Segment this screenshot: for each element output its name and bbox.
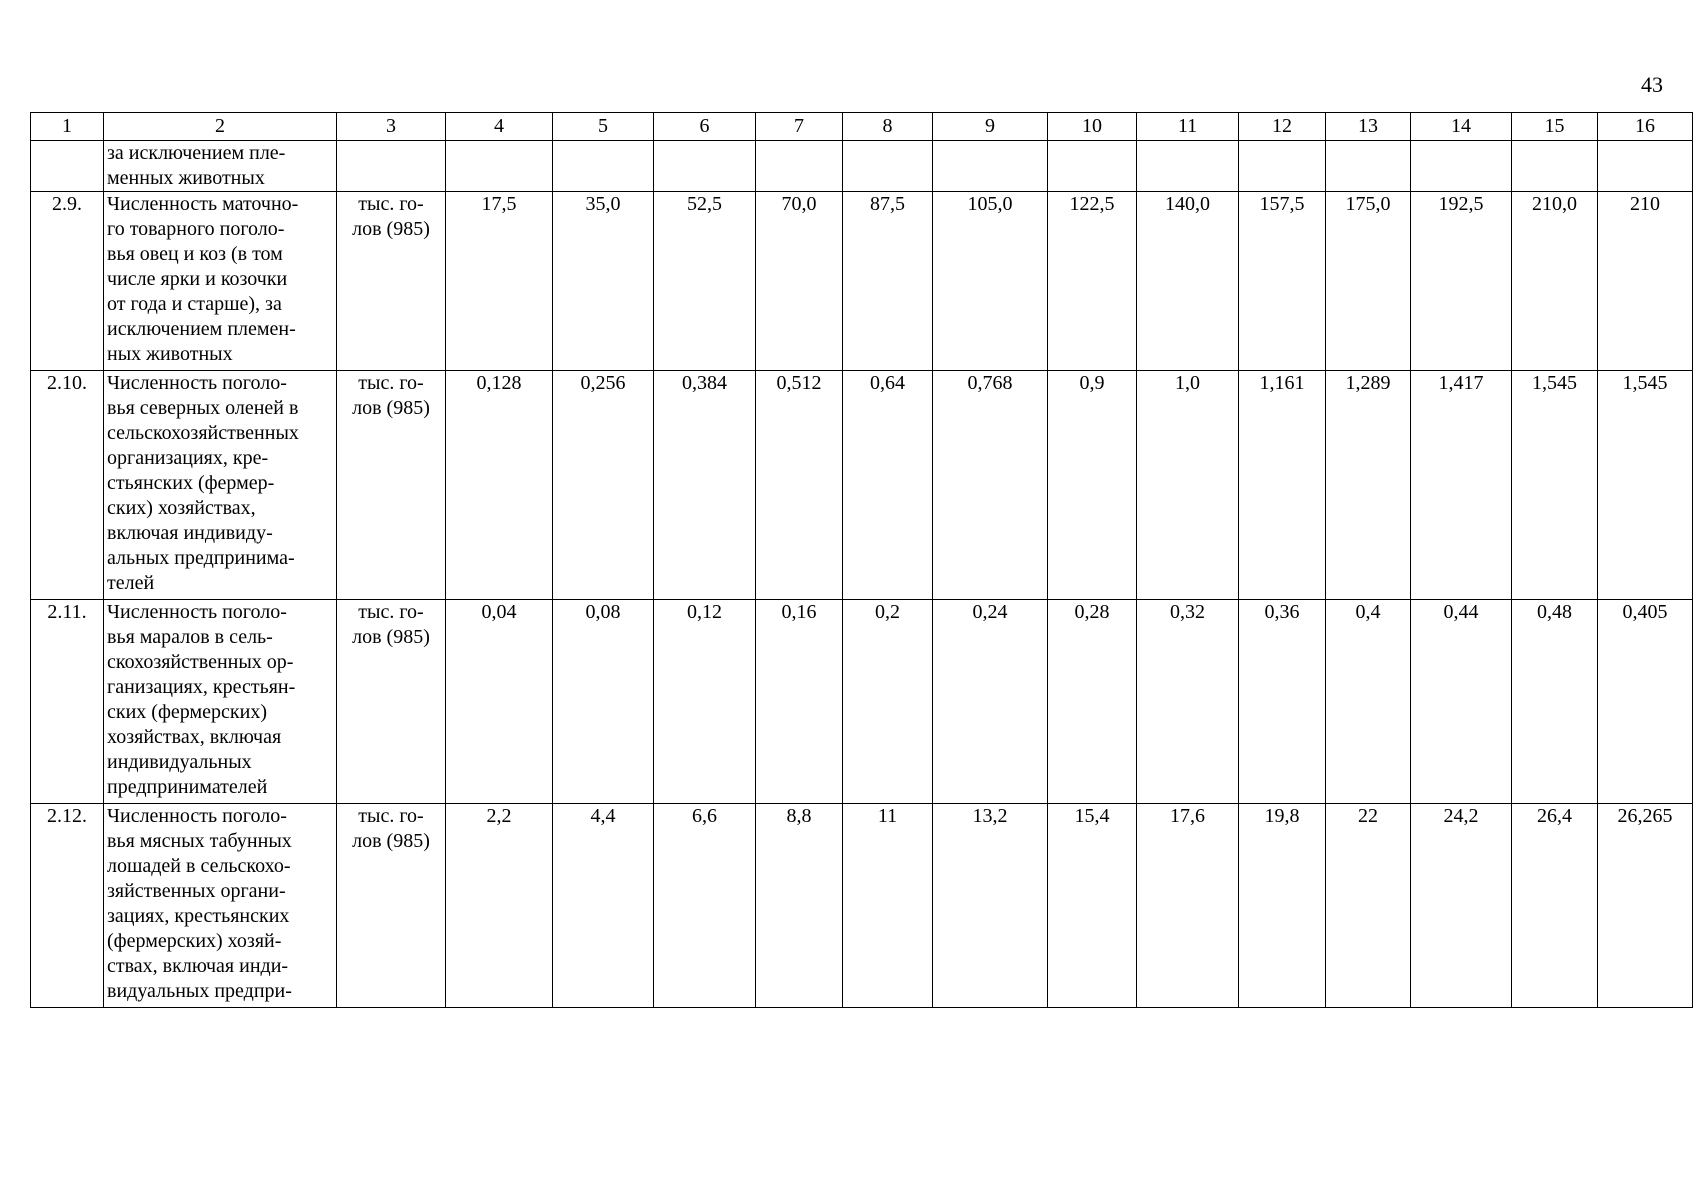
unit-cell: тыс. го- лов (985) [337, 804, 446, 1008]
header-row [31, 113, 1693, 141]
value-cell [1326, 141, 1411, 192]
value-cell: 0,9 [1048, 371, 1137, 600]
value-cell: 0,48 [1512, 600, 1598, 804]
column-header: 15 [1512, 113, 1598, 141]
column-header: 7 [756, 113, 843, 141]
column-header: 12 [1239, 113, 1326, 141]
value-cell: 8,8 [756, 804, 843, 1008]
value-cell: 11 [843, 804, 933, 1008]
value-cell: 0,128 [446, 371, 553, 600]
table-row [31, 192, 1693, 371]
value-cell: 1,545 [1598, 371, 1693, 600]
value-cell: 52,5 [654, 192, 756, 371]
value-cell: 157,5 [1239, 192, 1326, 371]
value-cell: 0,08 [553, 600, 654, 804]
row-number-cell [31, 141, 104, 192]
value-cell: 0,384 [654, 371, 756, 600]
value-cell: 19,8 [1239, 804, 1326, 1008]
value-cell: 24,2 [1411, 804, 1512, 1008]
value-cell: 13,2 [933, 804, 1048, 1008]
row-number-cell: 2.9. [31, 192, 104, 371]
value-cell: 192,5 [1411, 192, 1512, 371]
value-cell: 1,545 [1512, 371, 1598, 600]
table-row [31, 141, 1693, 192]
value-cell: 87,5 [843, 192, 933, 371]
value-cell: 26,265 [1598, 804, 1693, 1008]
value-cell: 0,256 [553, 371, 654, 600]
value-cell: 0,04 [446, 600, 553, 804]
value-cell: 210 [1598, 192, 1693, 371]
value-cell: 0,44 [1411, 600, 1512, 804]
value-cell [446, 141, 553, 192]
table-row [31, 600, 1693, 804]
unit-cell: тыс. го- лов (985) [337, 600, 446, 804]
value-cell: 175,0 [1326, 192, 1411, 371]
value-cell: 0,28 [1048, 600, 1137, 804]
indicators-table [30, 112, 1693, 1008]
value-cell: 0,405 [1598, 600, 1693, 804]
indicator-name-cell: за исключением пле- менных животных [104, 141, 337, 192]
value-cell: 0,768 [933, 371, 1048, 600]
column-header: 4 [446, 113, 553, 141]
value-cell: 17,5 [446, 192, 553, 371]
value-cell: 15,4 [1048, 804, 1137, 1008]
value-cell: 122,5 [1048, 192, 1137, 371]
value-cell: 0,12 [654, 600, 756, 804]
value-cell [1512, 141, 1598, 192]
value-cell [553, 141, 654, 192]
table-row [31, 804, 1693, 1008]
row-number-cell: 2.12. [31, 804, 104, 1008]
value-cell [1239, 141, 1326, 192]
value-cell [933, 141, 1048, 192]
value-cell: 0,32 [1137, 600, 1239, 804]
value-cell: 0,16 [756, 600, 843, 804]
value-cell: 17,6 [1137, 804, 1239, 1008]
column-header: 11 [1137, 113, 1239, 141]
indicator-name-cell: Численность поголо- вья северных оленей в сельскохозяйственных организациях, кре- стьянских (фермер- ских) хозяйствах, включая индивиду- альных предпринима- телей [104, 371, 337, 600]
unit-cell [337, 141, 446, 192]
value-cell [1137, 141, 1239, 192]
value-cell: 0,4 [1326, 600, 1411, 804]
column-header: 16 [1598, 113, 1693, 141]
column-header: 3 [337, 113, 446, 141]
value-cell: 22 [1326, 804, 1411, 1008]
indicator-name-cell: Численность поголо- вья маралов в сель- скохозяйственных ор- ганизациях, крестьян- ских (фермерских) хозяйствах, включая индивидуальных предпринимателей [104, 600, 337, 804]
page-number: 43 [1641, 72, 1663, 97]
value-cell: 0,512 [756, 371, 843, 600]
indicator-name-cell: Численность поголо- вья мясных табунных лошадей в сельскохо- зяйственных органи- зациях, крестьянских (фермерских) хозяй- ствах, включая инди- видуальных предпри- [104, 804, 337, 1008]
column-header: 6 [654, 113, 756, 141]
value-cell: 0,2 [843, 600, 933, 804]
value-cell [843, 141, 933, 192]
value-cell: 4,4 [553, 804, 654, 1008]
column-header: 5 [553, 113, 654, 141]
column-header: 1 [31, 113, 104, 141]
unit-cell: тыс. го- лов (985) [337, 371, 446, 600]
value-cell: 0,36 [1239, 600, 1326, 804]
column-header: 13 [1326, 113, 1411, 141]
value-cell: 1,0 [1137, 371, 1239, 600]
value-cell: 2,2 [446, 804, 553, 1008]
value-cell: 105,0 [933, 192, 1048, 371]
value-cell [756, 141, 843, 192]
value-cell: 140,0 [1137, 192, 1239, 371]
column-header: 2 [104, 113, 337, 141]
indicator-name-cell: Численность маточно- го товарного поголо- вья овец и коз (в том числе ярки и козочки от года и старше), за исключением племен- ных животных [104, 192, 337, 371]
value-cell: 1,417 [1411, 371, 1512, 600]
table-row [31, 371, 1693, 600]
column-header: 9 [933, 113, 1048, 141]
column-header: 14 [1411, 113, 1512, 141]
value-cell: 35,0 [553, 192, 654, 371]
value-cell [1411, 141, 1512, 192]
column-header: 10 [1048, 113, 1137, 141]
value-cell: 0,64 [843, 371, 933, 600]
row-number-cell: 2.11. [31, 600, 104, 804]
value-cell: 1,289 [1326, 371, 1411, 600]
unit-cell: тыс. го- лов (985) [337, 192, 446, 371]
value-cell [1048, 141, 1137, 192]
value-cell: 6,6 [654, 804, 756, 1008]
row-number-cell: 2.10. [31, 371, 104, 600]
value-cell: 26,4 [1512, 804, 1598, 1008]
value-cell: 70,0 [756, 192, 843, 371]
value-cell: 0,24 [933, 600, 1048, 804]
value-cell: 1,161 [1239, 371, 1326, 600]
value-cell: 210,0 [1512, 192, 1598, 371]
value-cell [1598, 141, 1693, 192]
column-header: 8 [843, 113, 933, 141]
value-cell [654, 141, 756, 192]
